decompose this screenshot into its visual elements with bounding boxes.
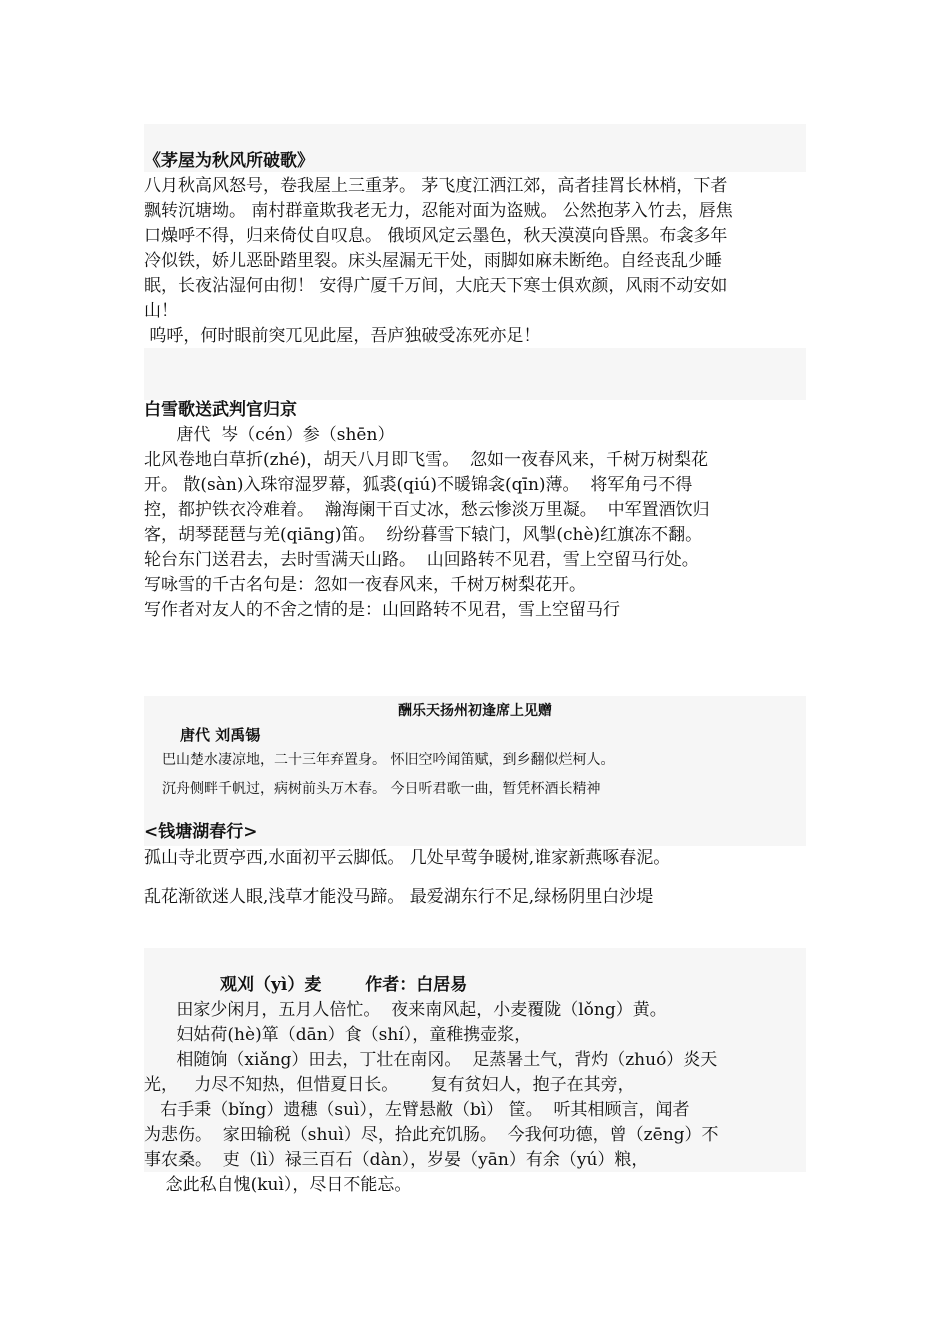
- poem-line: 北风卷地白草折(zhé)，胡天八月即飞雪。 忽如一夜春风来，千树万树梨花: [144, 450, 709, 470]
- poem-maowu: [144, 149, 806, 349]
- poem-title: 观刈（yì）麦: [220, 975, 322, 995]
- poem-qiantanghu: [144, 820, 806, 910]
- poem-line: 光， 力尽不知热，但惜夏日长。 复有贫妇人，抱子在其旁，: [144, 1075, 635, 1095]
- poem-title: 《茅屋为秋风所破歌》: [144, 151, 314, 171]
- poem-line: 乱花渐欲迷人眼,浅草才能没马蹄。 最爱湖东行不足,绿杨阴里白沙堤: [144, 887, 654, 907]
- poem-line: 事农桑。 吏（lì）禄三百石（dàn），岁晏（yān）有余（yú）粮，: [144, 1150, 649, 1170]
- poem-line: 念此私自愧(kuì），尽日不能忘。: [144, 1175, 412, 1195]
- poem-line: 口燥呼不得，归来倚仗自叹息。 俄顷风定云墨色，秋天漠漠向昏黑。布衾多年: [144, 226, 728, 246]
- poem-line: 相随饷（xiǎng）田去，丁壮在南冈。 足蒸暑土气，背灼（zhuó）炎天: [144, 1050, 718, 1070]
- poem-title: 酬乐天扬州初逢席上见赠: [398, 703, 552, 719]
- poem-line: 田家少闲月，五月人倍忙。 夜来南风起，小麦覆陇（lǒng）黄。: [144, 1000, 667, 1020]
- poem-line: 呜呼，何时眼前突兀见此屋，吾庐独破受冻死亦足！: [144, 326, 541, 346]
- poem-line: 写作者对友人的不舍之情的是：山回路转不见君，雪上空留马行: [144, 600, 620, 620]
- poem-line: 开。 散(sàn)入珠帘湿罗幕，狐裘(qiú)不暖锦衾(qīn)薄。 将军角弓不得: [144, 475, 693, 495]
- poem-line: 沉舟侧畔千帆过，病树前头万木春。 今日听君歌一曲，暂凭杯酒长精神: [162, 781, 601, 797]
- poem-author: 作者：白居易: [365, 975, 468, 995]
- poem-title: <钱塘湖春行>: [144, 822, 258, 842]
- poem-line: 为悲伤。 家田输税（shuì）尽，拾此充饥肠。 今我何功德，曾（zēng）不: [144, 1125, 719, 1145]
- poem-line: 妇姑荷(hè)箪（dān）食（shí），童稚携壶浆，: [144, 1025, 532, 1045]
- poem-line: 巴山楚水凄凉地，二十三年弃置身。 怀旧空吟闻笛赋，到乡翻似烂柯人。: [162, 752, 615, 768]
- poem-line: 写咏雪的千古名句是：忽如一夜春风来，千树万树梨花开。: [144, 575, 586, 595]
- panel-shade-2: [144, 348, 806, 400]
- poem-line: 轮台东门送君去，去时雪满天山路。 山回路转不见君，雪上空留马行处。: [144, 550, 699, 570]
- poem-line: 客，胡琴琵琶与羌(qiāng)笛。 纷纷暮雪下辕门，风掣(chè)红旗冻不翻。: [144, 525, 703, 545]
- poem-line: 八月秋高风怒号，卷我屋上三重茅。 茅飞度江洒江郊，高者挂罥长林梢，下者: [144, 176, 728, 196]
- poem-line: 眠，长夜沾湿何由彻！ 安得广厦千万间，大庇天下寒士俱欢颜，风雨不动安如: [144, 276, 728, 296]
- poem-line: 控，都护铁衣冷难着。 瀚海阑干百丈冰，愁云惨淡万里凝。 中军置酒饮归: [144, 500, 710, 520]
- poem-line: 冷似铁，娇儿恶卧踏里裂。床头屋漏无干处，雨脚如麻未断绝。自经丧乱少睡: [144, 251, 722, 271]
- poem-line: 山！: [144, 301, 178, 321]
- poem-title: 白雪歌送武判官归京: [144, 400, 297, 420]
- poem-line: 右手秉（bǐng）遗穗（suì），左臂悬敝（bì） 筐。 听其相顾言，闻者: [144, 1100, 690, 1120]
- poem-baixuege: [144, 398, 806, 623]
- poem-author: 唐代 岑（cén）参（shēn）: [144, 425, 395, 445]
- poem-guanyimai: [144, 973, 806, 1198]
- poem-line: 飘转沉塘坳。 南村群童欺我老无力，忍能对面为盗贼。 公然抱茅入竹去，唇焦: [144, 201, 733, 221]
- poem-author: 唐代 刘禹锡: [180, 726, 261, 744]
- poem-line: 孤山寺北贾亭西,水面初平云脚低。 几处早莺争暖树,谁家新燕啄春泥。: [144, 848, 671, 868]
- poem-chou-letian: [144, 698, 806, 804]
- poem-heading: [144, 973, 806, 998]
